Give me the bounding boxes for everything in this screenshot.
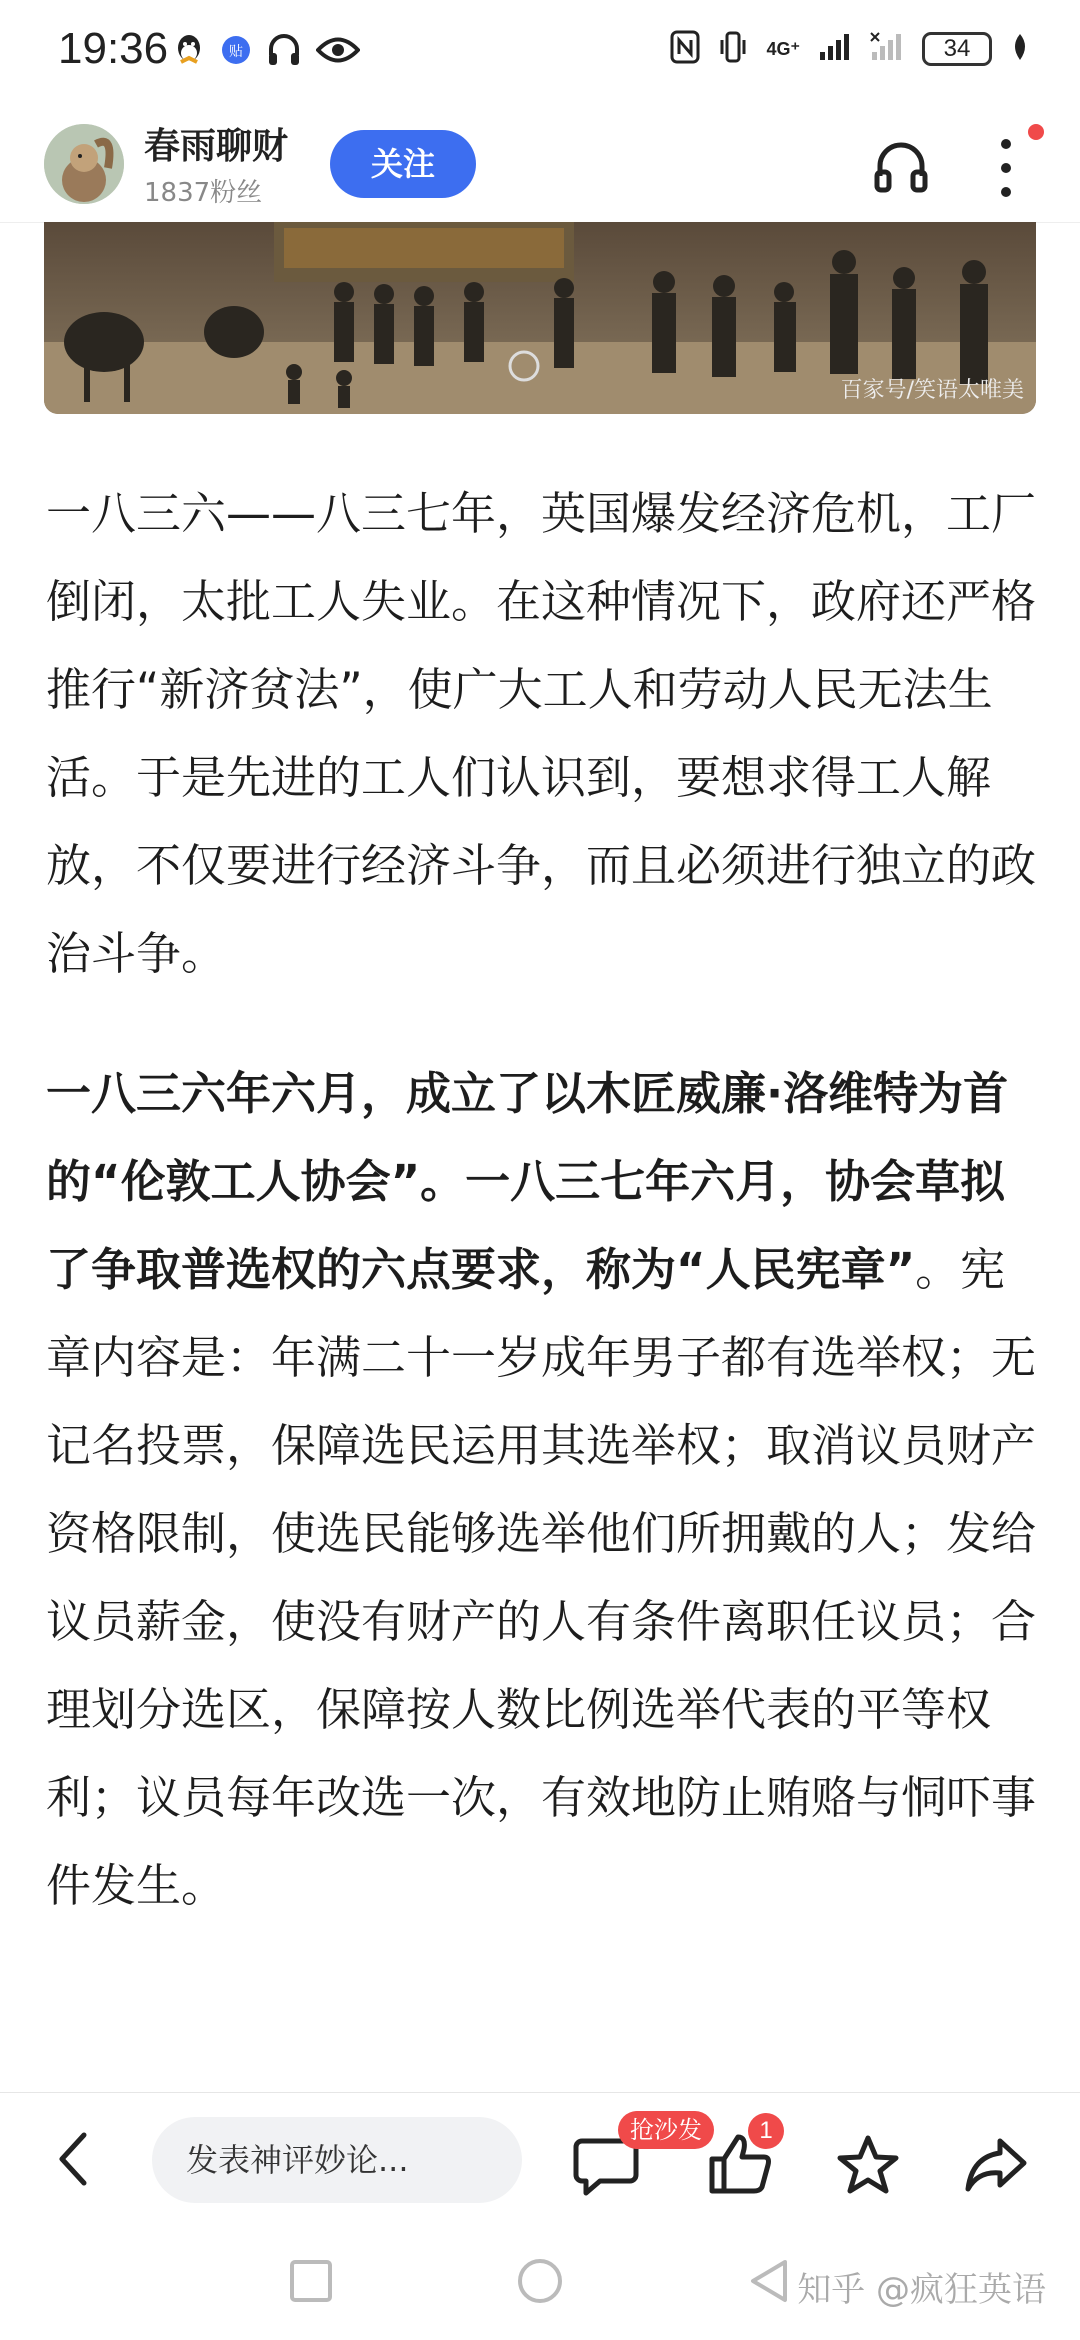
svg-text:贴: 贴 xyxy=(229,44,243,60)
headset-status-icon xyxy=(266,33,302,71)
watermark: 知乎 @疯狂英语 xyxy=(797,2270,1046,2310)
status-bar xyxy=(0,0,1080,110)
follow-button[interactable]: 关注 xyxy=(330,130,476,198)
system-back-button[interactable] xyxy=(745,2256,795,2306)
vibrate-icon xyxy=(718,30,748,68)
article-paragraph: 一八三六——八三七年，英国爆发经济危机，工厂倒闭，太批工人失业。在这种情况下，政府还严格推行“新济贫法”，使广大工人和劳动人民无法生活。于是先进的工人们认识到，要想求得工人解放，不仅要进行经济斗争，而且必须进行独立的政治斗争。 xyxy=(46,487,1037,980)
headphones-icon xyxy=(870,136,932,198)
sofa-badge: 抢沙发 xyxy=(618,2111,714,2149)
tieba-icon xyxy=(220,34,252,70)
status-right-icons xyxy=(670,30,1030,68)
square-icon xyxy=(286,2256,336,2306)
nfc-icon xyxy=(670,30,700,68)
bold-text: 一八三六年六月，成立了以木匠威廉·洛维特为首的“伦敦工人协会”。一八三七年六月，协会草拟了争取普选权的六点要求，称为“人民宪章” xyxy=(46,1067,1009,1296)
like-count-badge: 1 xyxy=(748,2113,784,2149)
home-button[interactable] xyxy=(515,2256,565,2306)
battery-indicator: 34 xyxy=(922,32,992,66)
article-paragraph xyxy=(46,1050,1036,1930)
eye-icon xyxy=(316,35,360,69)
star-icon xyxy=(836,2133,900,2197)
share-arrow-icon xyxy=(964,2133,1028,2197)
bottom-action-bar xyxy=(0,2092,1080,2223)
comment-input[interactable]: 发表神评妙论... xyxy=(152,2117,522,2203)
triangle-back-icon xyxy=(745,2256,795,2306)
chevron-left-icon xyxy=(50,2129,100,2189)
follower-count: 1837粉丝 xyxy=(144,178,263,208)
image-caption: 百家号/笑语太唯美 xyxy=(840,378,1024,403)
circle-icon xyxy=(515,2256,565,2306)
body-text: 。宪章内容是：年满二十一岁成年男子都有选举权；无记名投票，保障选民运用其选举权；取消议员财产资格限制，使选民能够选举他们所拥戴的人；发给议员薪金，使没有财产的人有条件离职任议员；合理划分选区，保障按人数比例选举代表的平等权利；议员每年改选一次，有效地防止贿赂与恫吓事件发生。 xyxy=(46,1243,1037,1912)
favorite-button[interactable] xyxy=(836,2133,900,2197)
qq-icon xyxy=(172,32,206,72)
recent-apps-button[interactable] xyxy=(286,2256,336,2306)
signal-weak-icon xyxy=(870,32,904,66)
signal-icon xyxy=(818,32,852,66)
system-nav-bar xyxy=(0,2222,1080,2340)
listen-audio-button[interactable] xyxy=(870,136,932,198)
article-header xyxy=(0,110,1080,223)
share-button[interactable] xyxy=(964,2133,1028,2197)
leaf-icon xyxy=(1010,32,1030,66)
network-type: 4G⁺ xyxy=(766,38,800,59)
notification-dot xyxy=(1028,124,1044,140)
avatar[interactable] xyxy=(44,124,124,204)
more-options-button[interactable] xyxy=(990,128,1022,208)
status-left-icons xyxy=(172,32,360,72)
status-time: 19:36 xyxy=(58,24,169,73)
back-button[interactable] xyxy=(50,2129,100,2189)
more-vertical-icon xyxy=(990,128,1022,208)
author-name[interactable]: 春雨聊财 xyxy=(144,126,289,167)
article-image[interactable] xyxy=(44,222,1036,414)
